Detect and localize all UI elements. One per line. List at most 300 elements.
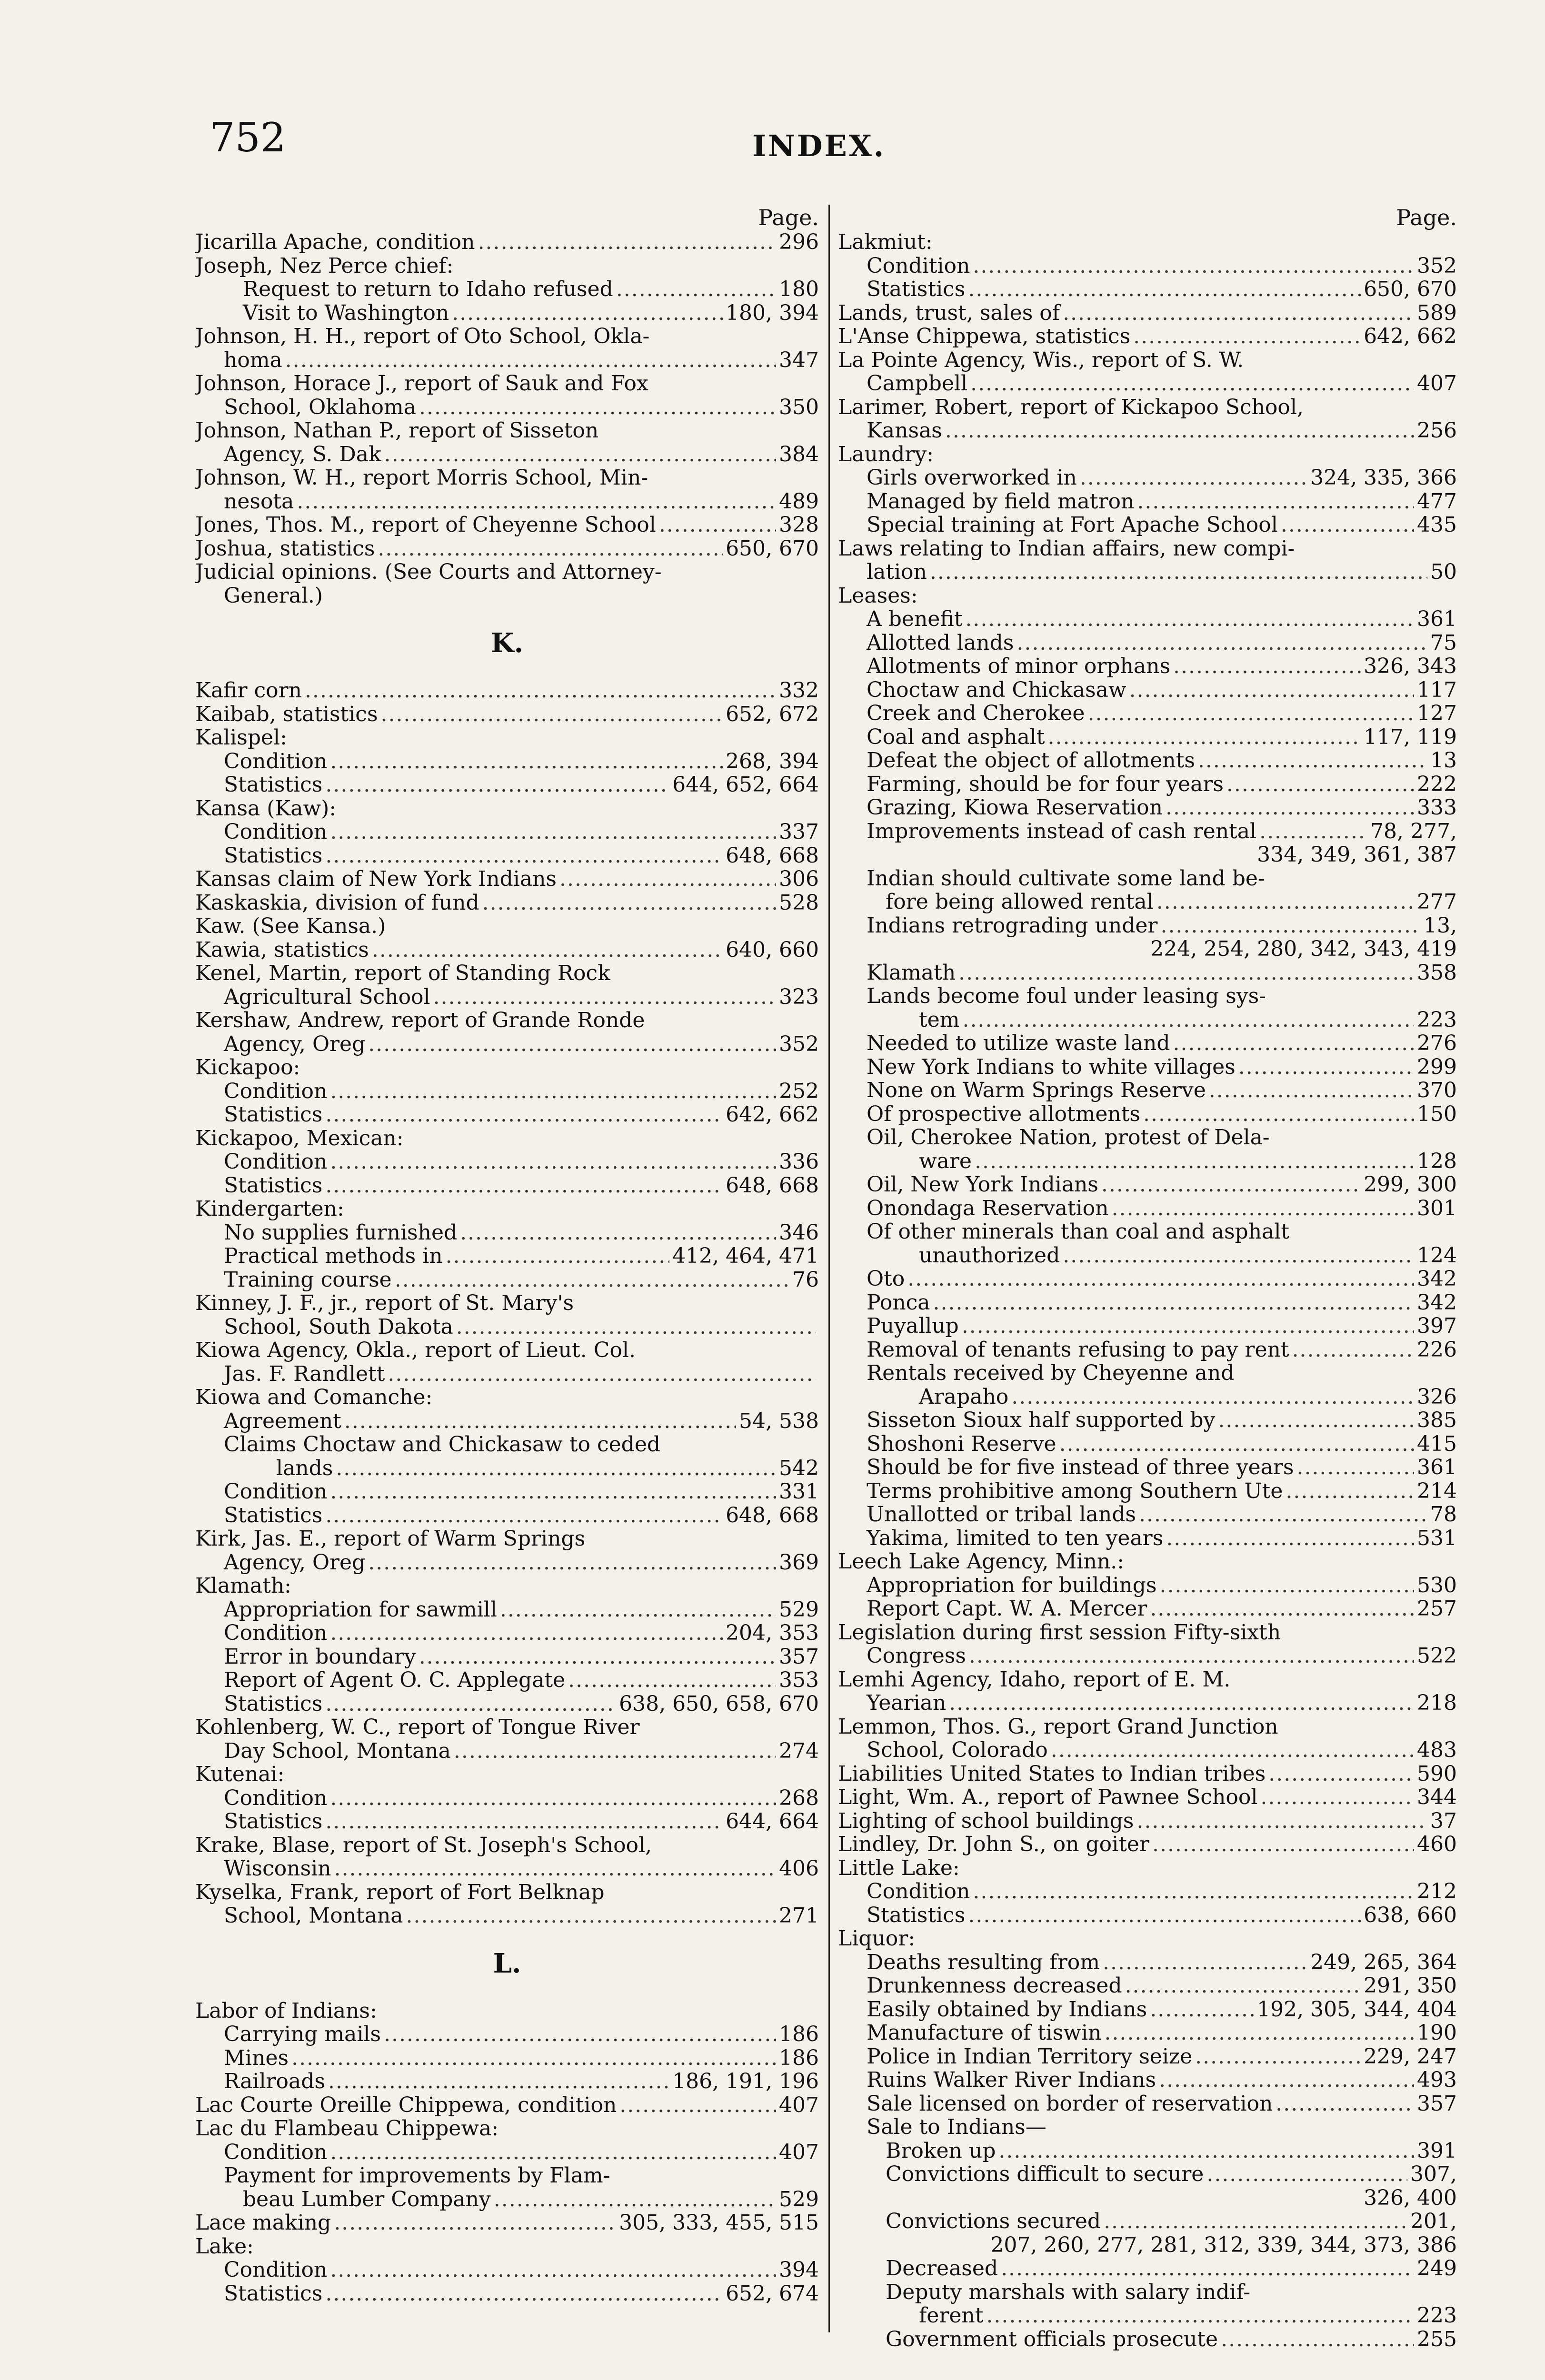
entry-page-refs: 326	[1417, 1385, 1457, 1408]
index-entry	[195, 537, 819, 561]
index-entry	[838, 254, 1457, 278]
entry-page-refs: 324, 335, 366	[1310, 466, 1457, 490]
entry-text: Puyallup	[867, 1314, 959, 1338]
index-entry	[838, 1055, 1457, 1079]
dot-leader	[1150, 1597, 1414, 1621]
entry-page-refs: 180	[779, 278, 819, 301]
entry-text: Creek and Cherokee	[867, 702, 1085, 725]
entry-text: Lindley, Dr. John S., on goiter	[838, 1833, 1149, 1856]
entry-text: Kickapoo, Mexican:	[195, 1126, 404, 1150]
dot-leader	[384, 443, 776, 466]
entry-page-refs: 296	[779, 230, 819, 254]
entry-text: Kenel, Martin, report of Standing Rock	[195, 962, 610, 985]
index-entry	[838, 278, 1457, 301]
dot-leader	[325, 1810, 723, 1834]
index-entry	[838, 1668, 1457, 1692]
index-entry	[838, 1644, 1457, 1668]
index-entry	[838, 2304, 1457, 2328]
dot-leader	[1206, 2162, 1407, 2186]
entry-text: Lac Courte Oreille Chippewa, condition	[195, 2093, 617, 2117]
entry-text: Lands, trust, sales of	[838, 301, 1060, 325]
entry-text: Arapaho	[919, 1385, 1009, 1408]
index-entry	[195, 584, 819, 608]
entry-text: Condition	[224, 1079, 328, 1103]
dot-leader	[1001, 2257, 1414, 2281]
entry-page-refs: 186	[779, 2046, 819, 2070]
dot-leader	[1139, 1503, 1427, 1527]
dot-leader	[1198, 749, 1427, 773]
entry-page-refs: 326, 400	[1364, 2186, 1457, 2210]
entry-text: Report Capt. W. A. Mercer	[867, 1597, 1147, 1621]
entry-page-refs: 13,	[1424, 913, 1457, 937]
entry-page-refs: 204, 353	[726, 1621, 819, 1645]
index-entry	[838, 914, 1457, 938]
dot-leader	[406, 1904, 777, 1928]
index-entry	[195, 1480, 819, 1504]
entry-text: lands	[276, 1456, 333, 1480]
entry-page-refs: 342	[1417, 1290, 1457, 1314]
dot-leader	[1063, 1244, 1414, 1268]
entry-page-refs: 357	[779, 1645, 819, 1668]
index-entry	[195, 1150, 819, 1174]
dot-leader	[1286, 1479, 1414, 1503]
entry-page-refs: 117, 119	[1364, 725, 1457, 749]
dot-leader	[325, 844, 723, 868]
entry-text: Farming, should be for four years	[867, 772, 1224, 796]
entry-text: ferent	[919, 2304, 984, 2328]
index-entry	[195, 2235, 819, 2259]
entry-page-refs: 361	[1417, 607, 1457, 631]
entry-text: Condition	[224, 1150, 328, 1174]
index-entry	[838, 796, 1457, 820]
entry-text: Lace making	[195, 2211, 331, 2235]
index-entry	[195, 513, 819, 537]
dot-leader	[1156, 890, 1414, 914]
dot-leader	[945, 419, 1414, 443]
entry-text: Larimer, Robert, report of Kickapoo School,	[838, 395, 1304, 419]
index-entry	[838, 560, 1457, 584]
index-entry	[838, 2328, 1457, 2351]
dot-leader	[1103, 1951, 1307, 1974]
dot-leader	[1150, 1998, 1254, 2022]
dot-leader	[456, 1315, 816, 1339]
entry-text: Kafir corn	[195, 679, 302, 703]
entry-text: Legislation during first session Fifty-sixth	[838, 1620, 1281, 1644]
entry-page-refs: 124	[1417, 1243, 1457, 1267]
index-entry	[195, 325, 819, 348]
index-entry	[195, 1621, 819, 1645]
entry-text: Removal of tenants refusing to pay rent	[867, 1338, 1289, 1361]
entry-page-refs: 180, 394	[726, 301, 819, 325]
entry-page-refs: 50	[1430, 560, 1457, 584]
entry-text: Kutenai:	[195, 1763, 285, 1786]
index-entry	[838, 301, 1457, 325]
entry-text: Kaskaskia, division of fund	[195, 891, 479, 914]
dot-leader	[325, 1692, 616, 1716]
entry-text: Error in boundary	[224, 1645, 416, 1668]
index-entry	[838, 1456, 1457, 1479]
entry-page-refs: 223	[1417, 2304, 1457, 2328]
index-entry	[838, 1904, 1457, 1927]
index-entry	[838, 1974, 1457, 1998]
index-entries-right	[838, 230, 1457, 2351]
entry-text: New York Indians to white villages	[867, 1055, 1236, 1079]
index-entry	[838, 1031, 1457, 1055]
index-entry	[195, 2070, 819, 2093]
dot-leader	[1292, 1338, 1415, 1362]
entry-text: Kaw. (See Kansa.)	[195, 914, 386, 938]
entry-text: Kiowa Agency, Okla., report of Lieut. Col.	[195, 1339, 636, 1362]
entry-text: Indians retrograding under	[867, 913, 1158, 937]
entry-text: Lighting of school buildings	[838, 1809, 1134, 1833]
entry-text: Improvements instead of cash rental	[867, 819, 1257, 843]
entry-text: Lemmon, Thos. G., report Grand Junction	[838, 1715, 1278, 1738]
dot-leader	[334, 2211, 616, 2235]
index-entry	[195, 1574, 819, 1598]
entry-page-refs: 256	[1417, 419, 1457, 443]
entry-page-refs: 530	[1417, 1573, 1457, 1597]
entry-text: Leech Lake Agency, Minn.:	[838, 1550, 1124, 1574]
entry-page-refs: 328	[779, 513, 819, 537]
entry-text: Condition	[224, 1621, 328, 1645]
entry-page-refs: 201,	[1410, 2210, 1457, 2233]
dot-leader	[998, 2139, 1414, 2163]
index-entry	[838, 1621, 1457, 1645]
entry-page-refs: 640, 660	[726, 938, 819, 962]
entry-page-refs: 370	[1417, 1079, 1457, 1102]
dot-leader	[325, 773, 669, 797]
entry-text: Appropriation for sawmill	[224, 1597, 497, 1621]
entry-text: Kirk, Jas. E., report of Warm Springs	[195, 1527, 586, 1551]
index-entry	[838, 820, 1457, 843]
entry-text: La Pointe Agency, Wis., report of S. W.	[838, 348, 1244, 372]
entry-page-refs: 522	[1417, 1644, 1457, 1668]
entry-page-refs: 76	[792, 1268, 819, 1291]
entry-page-refs: 415	[1417, 1432, 1457, 1456]
index-entry	[838, 1550, 1457, 1574]
entry-text: Onondaga Reservation	[867, 1196, 1109, 1220]
index-entry	[838, 1126, 1457, 1150]
entry-page-refs: 337	[779, 820, 819, 844]
dot-leader	[1195, 2045, 1361, 2069]
index-entry	[838, 490, 1457, 514]
entry-page-refs: 648, 668	[726, 1503, 819, 1527]
entry-text: Kiowa and Comanche:	[195, 1386, 433, 1409]
page-column-label: Page.	[1396, 205, 1457, 230]
entry-page-refs: 638, 660	[1364, 1903, 1457, 1927]
index-entry	[838, 607, 1457, 631]
index-entry	[195, 2164, 819, 2188]
entry-page-refs: 226	[1417, 1338, 1457, 1361]
index-entry	[195, 844, 819, 868]
entry-text: No supplies furnished	[224, 1220, 458, 1244]
index-entry	[838, 372, 1457, 396]
entry-text: Little Lake:	[838, 1856, 960, 1880]
index-entry	[838, 1856, 1457, 1880]
index-entry	[195, 891, 819, 915]
entry-page-refs: 222	[1417, 772, 1457, 796]
index-entry	[195, 396, 819, 419]
index-entry	[838, 1998, 1457, 2022]
entry-page-refs: 75	[1430, 631, 1457, 654]
entry-page-refs: 229, 247	[1364, 2044, 1457, 2068]
index-entry	[838, 984, 1457, 1008]
entry-page-refs: 531	[1417, 1526, 1457, 1550]
index-entry	[195, 2117, 819, 2141]
dot-leader	[973, 254, 1414, 278]
dot-leader	[975, 1150, 1414, 1173]
entry-page-refs: 648, 668	[726, 1173, 819, 1197]
entry-page-refs: 307,	[1410, 2162, 1457, 2186]
entry-text: Convictions secured	[886, 2210, 1101, 2233]
dot-leader	[968, 1904, 1361, 1927]
dot-leader	[1059, 1432, 1415, 1456]
index-entry	[838, 2210, 1457, 2233]
dot-leader	[1276, 2092, 1414, 2116]
index-entry	[195, 726, 819, 750]
entry-page-refs: 358	[1417, 961, 1457, 984]
dot-leader	[336, 1457, 776, 1480]
index-entry	[195, 2188, 819, 2211]
index-entry	[195, 466, 819, 490]
entry-page-refs: 78, 277,	[1370, 819, 1457, 843]
entry-page-refs: 590	[1417, 1762, 1457, 1785]
dot-leader	[372, 938, 723, 962]
dot-leader	[986, 2304, 1414, 2328]
dot-leader	[325, 1174, 723, 1198]
entry-text: Managed by field matron	[867, 489, 1135, 513]
entry-text: Condition	[224, 1786, 328, 1810]
index-entry	[195, 2258, 819, 2282]
entry-text: Visit to Washington	[243, 301, 449, 325]
index-entry	[838, 1809, 1457, 1833]
entry-text: Practical methods in	[224, 1244, 443, 1268]
entry-text: School, South Dakota	[224, 1315, 453, 1339]
section-letter: K.	[490, 627, 524, 659]
index-entry	[838, 513, 1457, 537]
entry-text: Carrying mails	[224, 2023, 381, 2046]
entry-page-refs: 344	[1417, 1785, 1457, 1809]
index-entry	[838, 2233, 1457, 2257]
entry-page-refs: 274	[779, 1739, 819, 1763]
dot-leader	[1166, 1527, 1414, 1550]
column-divider	[828, 205, 830, 2332]
entry-page-refs: 529	[779, 1597, 819, 1621]
dot-leader	[970, 372, 1414, 396]
dot-leader	[330, 1786, 776, 1810]
entry-text: Terms prohibitive among Southern Ute	[867, 1479, 1283, 1503]
index-entry	[838, 1197, 1457, 1220]
dot-leader	[325, 1504, 723, 1527]
entry-text: Shoshoni Reserve	[867, 1432, 1057, 1456]
entry-text: Special training at Fort Apache School	[867, 513, 1278, 537]
entry-page-refs: 305, 333, 455, 515	[619, 2211, 819, 2235]
entry-text: Payment for improvements by Flam-	[224, 2164, 610, 2188]
entry-page-refs: 394	[779, 2258, 819, 2282]
index-entry	[195, 1009, 819, 1032]
entry-text: Unallotted or tribal lands	[867, 1503, 1136, 1527]
dot-leader	[907, 1267, 1414, 1291]
dot-leader	[368, 1032, 776, 1056]
entry-text: Convictions difficult to secure	[886, 2162, 1204, 2186]
index-entry	[195, 1716, 819, 1739]
entry-page-refs: 255	[1417, 2327, 1457, 2351]
entry-text: Laws relating to Indian affairs, new compi-	[838, 536, 1295, 560]
dot-leader	[1173, 1031, 1414, 1055]
entry-page-refs: 268	[779, 1786, 819, 1810]
index-entry	[195, 372, 819, 396]
entry-text: Grazing, Kiowa Reservation	[867, 796, 1163, 820]
entry-text: General.)	[224, 584, 323, 607]
index-entry	[195, 2093, 819, 2117]
entry-page-refs: 542	[779, 1456, 819, 1480]
dot-leader	[1268, 1762, 1414, 1786]
entry-text: Rentals received by Cheyenne and	[867, 1361, 1235, 1385]
entry-page-refs: 323	[779, 985, 819, 1009]
entry-text: Kansas	[867, 419, 942, 443]
entry-text: Kawia, statistics	[195, 938, 369, 962]
entry-page-refs: 150	[1417, 1102, 1457, 1126]
entry-page-refs: 412, 464, 471	[672, 1244, 819, 1268]
index-entry	[838, 443, 1457, 466]
entry-text: Krake, Blase, report of St. Joseph's School,	[195, 1833, 652, 1857]
entry-page-refs: 214	[1417, 1479, 1457, 1503]
index-entry	[195, 1221, 819, 1245]
dot-leader	[958, 961, 1414, 985]
entry-page-refs: 350	[779, 395, 819, 419]
entry-page-refs: 353	[779, 1668, 819, 1692]
index-entry	[195, 1834, 819, 1857]
entry-page-refs: 268, 394	[726, 749, 819, 773]
dot-leader	[297, 490, 776, 514]
entry-page-refs: 384	[779, 442, 819, 466]
index-entry	[195, 1904, 819, 1928]
entry-text: Lakmiut:	[838, 230, 933, 254]
index-entry	[838, 1479, 1457, 1503]
index-entry	[195, 2141, 819, 2164]
dot-leader	[1238, 1055, 1414, 1079]
dot-leader	[930, 560, 1427, 584]
index-entry	[195, 962, 819, 985]
entry-text: Government officials prosecute	[886, 2327, 1218, 2351]
entry-text: homa	[224, 348, 282, 372]
dot-leader	[291, 2046, 776, 2070]
index-entry	[838, 1432, 1457, 1456]
entry-text: Coal and asphalt	[867, 725, 1045, 749]
index-entry	[838, 1762, 1457, 1786]
entry-text: Lac du Flambeau Chippewa:	[195, 2117, 499, 2141]
entry-text: Condition	[867, 1880, 970, 1904]
index-entry	[195, 1739, 819, 1763]
dot-leader	[285, 348, 776, 372]
index-entry	[838, 1150, 1457, 1173]
entry-text: Choctaw and Chickasaw	[867, 678, 1126, 702]
dot-leader	[482, 891, 776, 915]
entry-page-refs: 291, 350	[1364, 1974, 1457, 1998]
entry-text: Campbell	[867, 372, 968, 396]
index-entry	[838, 773, 1457, 796]
index-entry	[838, 1173, 1457, 1197]
entry-page-refs: 529	[779, 2187, 819, 2211]
entry-text: Of other minerals than coal and asphalt	[867, 1220, 1290, 1244]
entry-text: Jas. F. Randlett	[224, 1362, 385, 1386]
index-entry	[195, 1527, 819, 1551]
dot-leader	[419, 1645, 776, 1669]
dot-leader	[330, 1150, 776, 1174]
entry-page-refs: 648, 668	[726, 843, 819, 867]
dot-leader	[325, 1103, 723, 1127]
index-entry	[195, 1197, 819, 1221]
index-entry	[195, 1692, 819, 1716]
entry-page-refs: 407	[779, 2140, 819, 2164]
dot-leader	[500, 1598, 776, 1622]
index-entry	[838, 466, 1457, 490]
index-entry	[838, 749, 1457, 773]
index-entry	[195, 490, 819, 514]
entry-page-refs: 361	[1417, 1456, 1457, 1479]
index-entry	[838, 2092, 1457, 2116]
index-entry	[838, 867, 1457, 891]
entry-text: Manufacture of tiswin	[867, 2021, 1102, 2045]
entry-text: Agricultural School	[224, 985, 430, 1009]
index-entry	[838, 1008, 1457, 1032]
index-entry	[195, 301, 819, 325]
dot-leader	[1159, 2068, 1414, 2092]
entry-text: Lands become foul under leasing sys-	[867, 984, 1266, 1008]
dot-leader	[1104, 2021, 1414, 2045]
dot-leader	[494, 2188, 776, 2211]
entry-text: Claims Choctaw and Chickasaw to ceded	[224, 1433, 661, 1457]
entry-page-refs: 257	[1417, 1597, 1457, 1621]
dot-leader	[330, 2258, 776, 2282]
dot-leader	[1133, 325, 1361, 348]
entry-text: Johnson, Nathan P., report of Sisseton	[195, 419, 599, 443]
entry-page-refs: 249	[1417, 2257, 1457, 2281]
entry-text: Condition	[224, 820, 328, 844]
entry-text: Jicarilla Apache, condition	[195, 230, 475, 254]
entry-text: Judicial opinions. (See Courts and Attorney-	[195, 560, 662, 584]
entry-text: Condition	[224, 749, 328, 773]
index-entry	[195, 1786, 819, 1810]
dot-leader	[1080, 466, 1307, 490]
index-entry	[195, 278, 819, 301]
entry-page-refs: 127	[1417, 702, 1457, 725]
index-entry	[195, 1433, 819, 1457]
dot-leader	[1129, 678, 1415, 702]
entry-page-refs: 352	[1417, 254, 1457, 278]
entry-text: Oil, Cherokee Nation, protest of Dela-	[867, 1126, 1270, 1150]
entry-text: Statistics	[867, 278, 966, 301]
index-entry	[195, 1291, 819, 1315]
index-entry	[195, 2211, 819, 2235]
dot-leader	[1136, 1809, 1427, 1833]
index-entry	[838, 325, 1457, 348]
entry-page-refs: 644, 664	[726, 1810, 819, 1834]
index-entry	[838, 1880, 1457, 1904]
dot-leader	[1221, 2328, 1414, 2351]
index-entry	[195, 230, 819, 254]
entry-page-refs: 397	[1417, 1314, 1457, 1338]
index-entry	[195, 2282, 819, 2306]
entry-text: Condition	[224, 2140, 328, 2164]
index-entry	[838, 2281, 1457, 2304]
dot-leader	[1051, 1738, 1414, 1762]
dot-leader	[619, 2093, 776, 2117]
dot-leader	[330, 820, 776, 844]
entry-text: Lake:	[195, 2234, 254, 2258]
entry-page-refs: 301	[1417, 1196, 1457, 1220]
entry-text: Kindergarten:	[195, 1197, 344, 1221]
